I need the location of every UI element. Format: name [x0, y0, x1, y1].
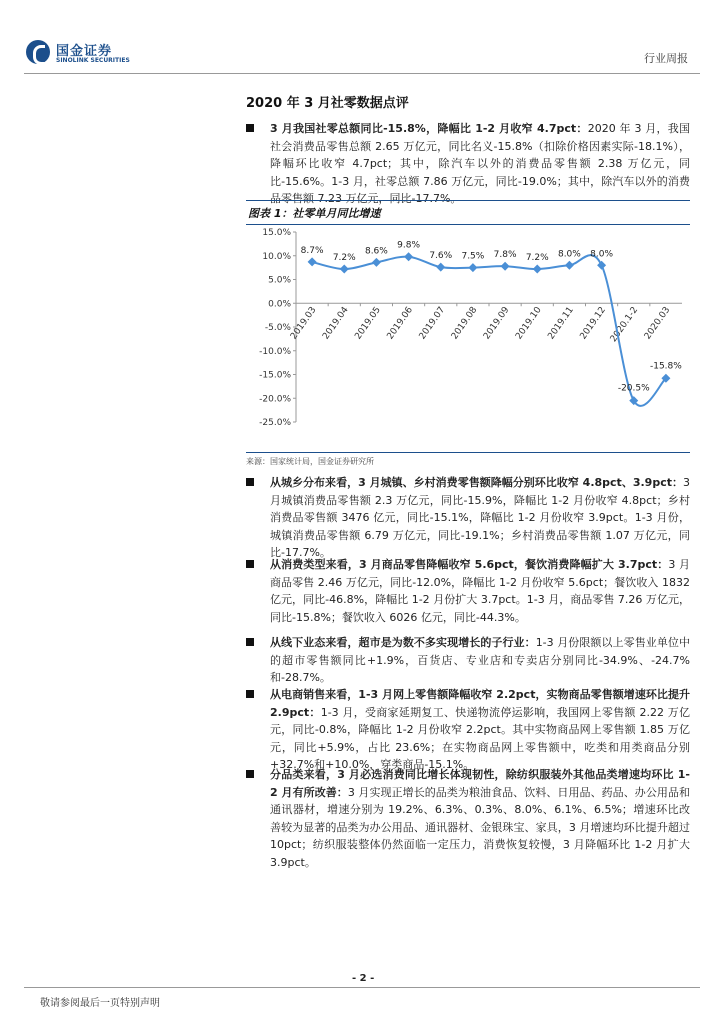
bullet-lead: 从电商销售来看，1-3 月网上零售额降幅收窄 2.2pct，实物商品零售额增速环比提升 2.9pct：: [270, 688, 690, 719]
bullet-body: 3 月商品零售 2.46 万亿元，同比-12.0%，降幅比 1-2 月份收窄 5.6pct；餐饮收入 1832 亿元，同比-46.8%，降幅比 1-2 月份扩大 3.7pct。1-3 月，商品零售 7.26 万亿元，同比-15.8%；餐饮收入 6026 亿元，同比-44.3%。: [270, 558, 690, 624]
x-tick-label: 2019.10: [514, 305, 544, 342]
logo-cn-text: 国金证券: [56, 44, 113, 59]
data-label: 7.8%: [493, 250, 517, 261]
disclaimer-note: 敬请参阅最后一页特别声明: [40, 998, 160, 1009]
data-point: [565, 261, 574, 270]
retail-sales-yoy-chart: [246, 224, 690, 450]
bullet-lead: 3 月我国社零总额同比-15.8%，降幅比 1-2 月收窄 4.7pct：: [270, 122, 588, 135]
y-tick-label: -20.0%: [259, 394, 291, 405]
logo-en-text: SINOLINK SECURITIES: [56, 57, 130, 64]
data-label: -20.5%: [617, 383, 650, 394]
page-title: 2020 年 3 月社零数据点评: [246, 96, 409, 111]
report-type: 行业周报: [644, 52, 688, 65]
bullet-body: 1-3 月份限额以上零售业单位中的超市零售额同比+1.9%，百货店、专业店和专卖店分别同比-34.9%、-24.7%和-28.7%。: [270, 636, 690, 684]
header-divider: [24, 73, 700, 74]
data-label: 7.2%: [525, 253, 549, 264]
data-label: 9.8%: [397, 240, 421, 251]
y-tick-label: -15.0%: [259, 370, 291, 381]
data-label: 8.6%: [364, 246, 388, 257]
x-tick-label: 2019.07: [417, 305, 448, 342]
bullet-body: 3 月城镇消费品零售额 2.3 万亿元，同比-15.9%，降幅比 1-2 月份收窄 4.8pct；乡村消费品零售额 3476 亿元，同比-15.1%，降幅比 1-2 月份收窄 3.9pct。1-3 月份，城镇消费品零售额 6.79 万亿元，同比-19.1%；乡村消费品零售额 1.07 万亿元，同比-17.7%。: [270, 476, 690, 559]
y-tick-label: 10.0%: [262, 251, 291, 262]
x-tick-label: 2019.05: [353, 305, 383, 342]
bullet-body: 1-3 月，受商家延期复工、快递物流停运影响，我国网上零售额 2.22 万亿元，同比-0.8%，降幅比 1-2 月份收窄 2.2pct。其中实物商品网上零售额 1.85 万亿元，同比+5.9%，占比 23.6%；在实物商品网上零售额中，吃类和用类商品分别+32.7%和+10.0%，穿类商品-15.1%。: [270, 705, 690, 771]
y-tick-label: -5.0%: [264, 323, 291, 333]
data-label: 7.2%: [332, 253, 356, 264]
x-tick-label: 2019.09: [482, 305, 512, 342]
y-tick-label: 5.0%: [268, 275, 291, 286]
bullet-lead: 从城乡分布来看，3 月城镇、乡村消费零售额降幅分别环比收窄 4.8pct、3.9pct：: [270, 476, 683, 489]
bullet-lead: 从线下业态来看，超市是为数不多实现增长的子行业：: [270, 636, 536, 649]
x-tick-label: 2020.1-2: [608, 305, 641, 345]
page-header: [0, 0, 724, 72]
bullet-item: [246, 120, 690, 208]
bullet-square-icon: [246, 478, 254, 486]
data-label: 8.0%: [557, 249, 581, 260]
page-number: - 2 -: [352, 973, 375, 984]
bullet-item: [246, 634, 690, 687]
bullet-lead: 从消费类型来看，3 月商品零售降幅收窄 5.6pct，餐饮消费降幅扩大 3.7pct：: [270, 558, 669, 571]
data-label: 7.6%: [429, 251, 453, 262]
data-point: [468, 263, 477, 272]
x-tick-label: 2019.03: [289, 305, 319, 342]
data-point: [404, 252, 413, 261]
data-label: 8.7%: [300, 245, 324, 256]
x-tick-label: 2019.12: [578, 305, 609, 342]
data-point: [372, 258, 381, 267]
bullet-square-icon: [246, 124, 254, 132]
y-tick-label: 0.0%: [268, 299, 291, 310]
bullet-item: [246, 474, 690, 562]
sinolink-logo: [26, 40, 136, 70]
source-divider: [246, 452, 690, 453]
bullet-square-icon: [246, 638, 254, 646]
data-label: 8.0%: [590, 249, 614, 260]
bullet-body: 3 月实现正增长的品类为粮油食品、饮料、日用品、药品、办公用品和通讯器材，增速分别为 19.2%、6.3%、0.3%、8.0%、6.1%、6.5%；增速环比改善较为显著的品类为办公用品、通讯器材、金银珠宝、家具，3 月增速均环比提升超过 10pct；纺织服装整体仍然面临一定压力，消费恢复较慢，3 月降幅环比 1-2 月扩大 3.9pct。: [270, 785, 691, 869]
logo-mark-icon: [26, 40, 50, 64]
bullet-item: [246, 766, 690, 871]
bullet-lead: 分品类来看，3 月必选消费同比增长体现韧性，除纺织服装外其他品类增速均环比 1-2 月有所改善：: [270, 768, 690, 799]
x-tick-label: 2019.04: [321, 305, 351, 342]
bullet-item: [246, 556, 690, 626]
y-tick-label: 15.0%: [262, 228, 291, 238]
x-tick-label: 2020.03: [642, 305, 673, 342]
data-point: [533, 265, 542, 274]
data-point: [501, 262, 510, 271]
y-tick-label: -10.0%: [259, 346, 291, 357]
bullet-square-icon: [246, 560, 254, 568]
data-point: [597, 261, 606, 270]
bullet-square-icon: [246, 770, 254, 778]
data-point: [308, 257, 317, 266]
data-point: [340, 265, 349, 274]
figure-title-bar: [246, 200, 690, 225]
x-tick-label: 2019.11: [546, 305, 576, 342]
bullet-body: 2020 年 3 月，我国社会消费品零售总额 2.65 万亿元，同比名义-15.8%（扣除价格因素实际-18.1%），降幅环比收窄 4.7pct；其中，除汽车以外的消费品零售额 2.38 万亿元，同比-15.6%。1-3 月，社零总额 7.86 万亿元，同比-19.0%；其中，除汽车以外的消费品零售额 7.23 万亿元，同比-17.7%。: [270, 122, 691, 205]
x-tick-label: 2019.06: [385, 305, 416, 342]
x-tick-label: 2019.08: [449, 305, 480, 342]
data-label: -15.8%: [649, 361, 682, 372]
data-point: [436, 263, 445, 272]
data-label: 7.5%: [461, 251, 485, 262]
bullet-item: [246, 686, 690, 774]
figure-title: 图表 1：社零单月同比增速: [248, 207, 381, 220]
footer-divider: [24, 987, 700, 988]
y-tick-label: -25.0%: [259, 418, 291, 428]
bullet-square-icon: [246, 690, 254, 698]
chart-source: 来源：国家统计局，国金证券研究所: [246, 457, 374, 466]
